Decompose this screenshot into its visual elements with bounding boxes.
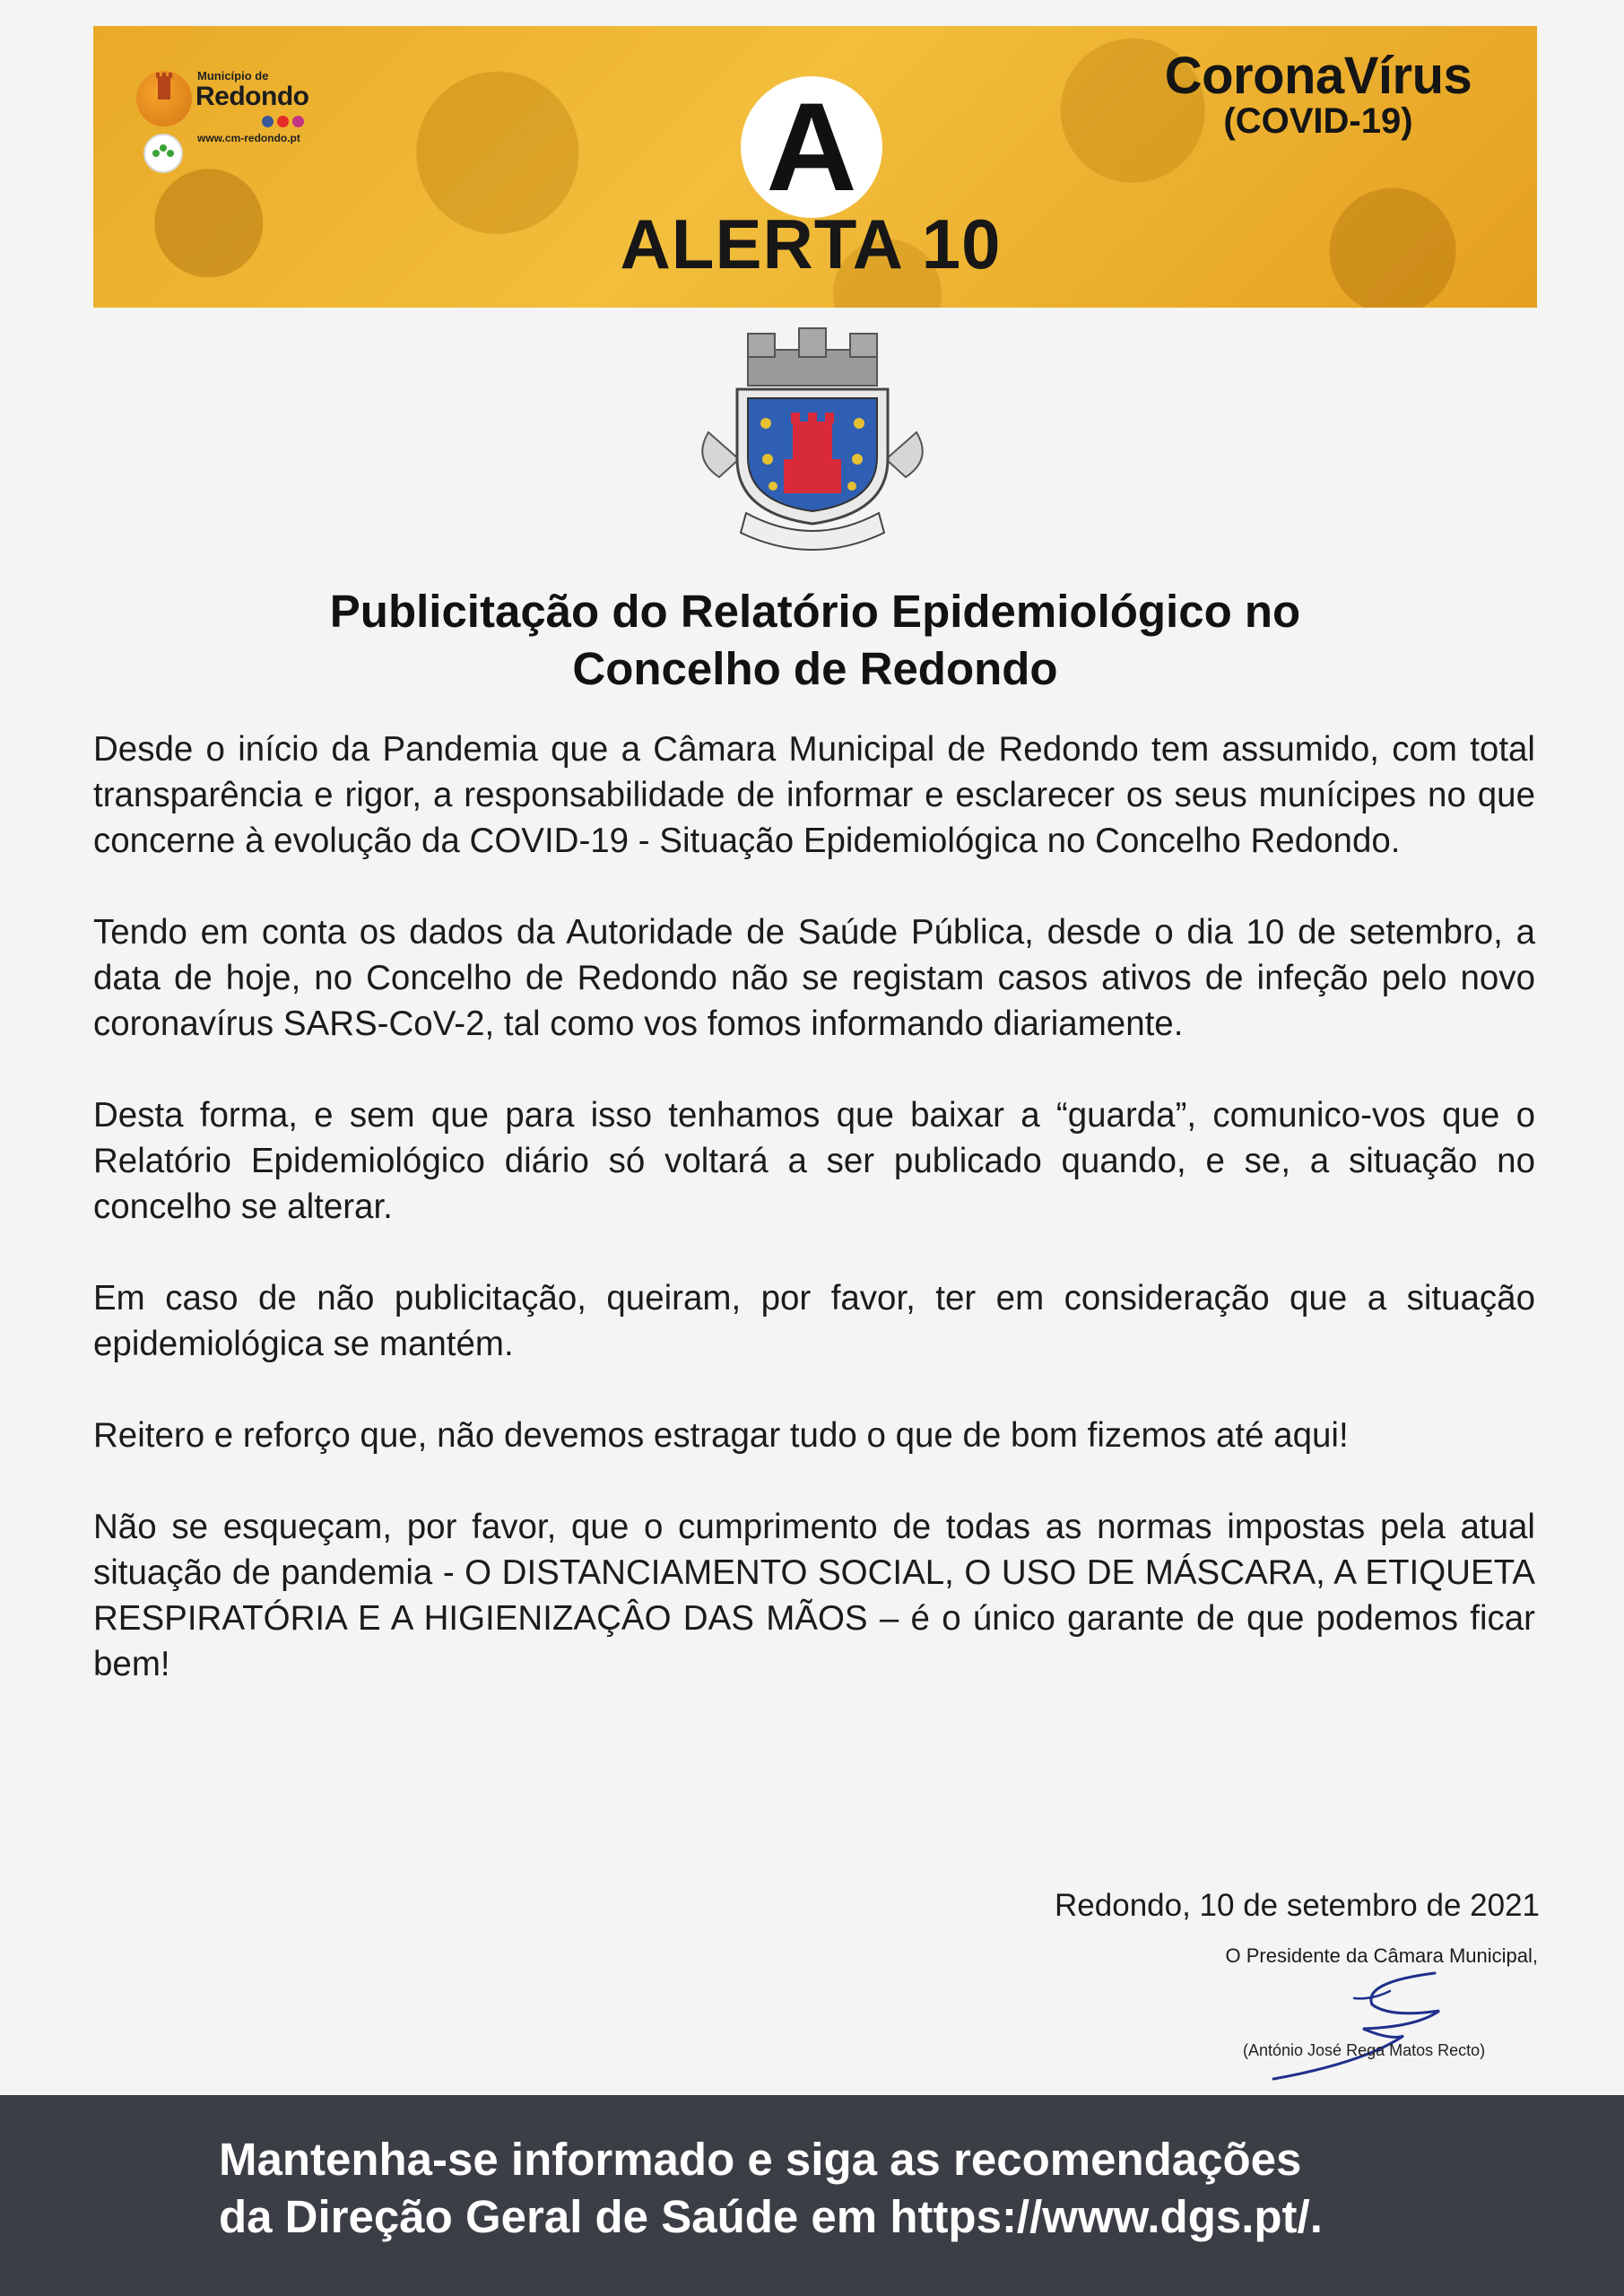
document-title-line-1: Publicitação do Relatório Epidemiológico no — [329, 586, 1301, 637]
social-icons — [262, 116, 304, 127]
body-paragraph: Tendo em conta os dados da Autoridade de Saúde Pública, desde o dia 10 de setembro, a data de hoje, no Concelho de Redondo não se registam casos ativos de infeção pelo novo coronavírus SARS-CoV-2, tal como vos fomos informando diariamente. — [93, 913, 1535, 1043]
body-paragraph: Em caso de não publicitação, queiram, por favor, ter em consideração que a situação epidemiológica se mantém. — [93, 1279, 1535, 1363]
footer-banner — [0, 2095, 1624, 2296]
body-paragraph: Reitero e reforço que, não devemos estragar tudo o que de bom fizemos até aqui! — [93, 1416, 1349, 1455]
municipality-emblem-icon — [136, 71, 192, 126]
footer-line-2: da Direção Geral de Saúde em https://www.dgs.pt/. — [219, 2191, 1323, 2242]
alert-level-badge: A — [741, 76, 882, 218]
municipality-logo — [136, 51, 316, 177]
document-title — [93, 583, 1537, 698]
signatory-role: O Presidente da Câmara Municipal, — [1225, 1944, 1538, 1967]
municipality-name: Redondo — [195, 82, 309, 111]
body-paragraph: Desta forma, e sem que para isso tenhamos que baixar a “guarda”, comunico-vos que o Relatório Epidemiológico diário só voltará a ser publicado quando, e se, a situação no concelho se alterar. — [93, 1096, 1535, 1226]
municipality-label: Município de — [197, 69, 269, 83]
body-paragraph: Não se esqueçam, por favor, que o cumprimento de todas as normas impostas pela atual situação de pandemia - O DISTANCIAMENTO SOCIAL, O USO DE MÁSCARA, A ETIQUETA RESPIRATÓRIA E A HIGIENIZAÇÂO DAS MÃOS – é o único garante de que podemos ficar bem! — [93, 1508, 1535, 1683]
alert-title: ALERTA 10 — [620, 204, 1002, 283]
signatory-name: (António José Rega Matos Recto) — [1243, 2041, 1486, 2059]
handwritten-signature-icon — [1255, 1964, 1471, 2090]
document-title-line-2: Concelho de Redondo — [572, 643, 1058, 694]
facebook-icon — [262, 116, 274, 127]
municipality-website: www.cm-redondo.pt — [197, 132, 300, 144]
footer-message — [219, 2131, 1323, 2246]
campaign-subtitle: (COVID-19) — [1223, 101, 1413, 141]
health-network-badge-icon — [143, 134, 183, 173]
youtube-icon — [277, 116, 289, 127]
body-paragraph: Desde o início da Pandemia que a Câmara Municipal de Redondo tem assumido, com total transparência e rigor, a responsabilidade de informar e esclarecer os seus munícipes no que concerne à evolução da COVID-19 - Situação Epidemiológica no Concelho Redondo. — [93, 730, 1535, 860]
footer-line-1: Mantenha-se informado e siga as recomendações — [219, 2134, 1302, 2185]
document-body — [93, 726, 1535, 1687]
alert-banner — [93, 26, 1537, 308]
campaign-title: CoronaVírus — [1164, 47, 1472, 105]
coat-of-arms-icon — [692, 325, 933, 558]
instagram-icon — [292, 116, 304, 127]
document-date: Redondo, 10 de setembro de 2021 — [1055, 1888, 1540, 1923]
